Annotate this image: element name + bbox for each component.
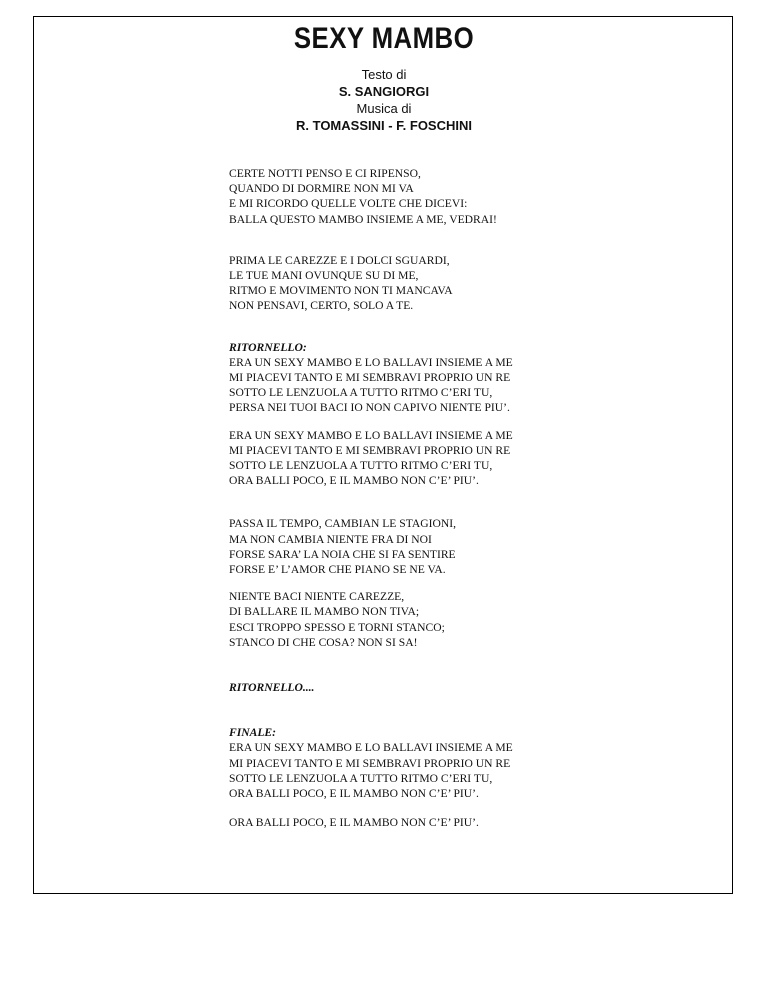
lyric-line: QUANDO DI DORMIRE NON MI VA: [229, 182, 414, 196]
stanza-heading: RITORNELLO....: [229, 681, 315, 695]
stanza: [229, 680, 709, 695]
lyric-line: NIENTE BACI NIENTE CAREZZE,: [229, 590, 405, 604]
lyric-line: NON PENSAVI, CERTO, SOLO A TE.: [229, 299, 414, 313]
stanza: [229, 725, 709, 801]
lyric-line: FORSE E’ L’AMOR CHE PIANO SE NE VA.: [229, 563, 446, 577]
lyric-line: PASSA IL TEMPO, CAMBIAN LE STAGIONI,: [229, 517, 456, 531]
lyric-line: ORA BALLI POCO, E IL MAMBO NON C’E’ PIU’.: [229, 816, 479, 830]
stanza: [229, 340, 709, 416]
lyric-line: ESCI TROPPO SPESSO E TORNI STANCO;: [229, 620, 445, 634]
lyric-line: STANCO DI CHE COSA? NON SI SA!: [229, 635, 418, 649]
song-title: SEXY MAMBO: [293, 22, 475, 55]
music-label: Musica di: [356, 101, 412, 116]
stanza: [229, 166, 709, 227]
lyric-line: BALLA QUESTO MAMBO INSIEME A ME, VEDRAI!: [229, 212, 497, 226]
stanza: [229, 428, 709, 489]
lyric-line: ERA UN SEXY MAMBO E LO BALLAVI INSIEME A ME: [229, 355, 513, 369]
lyric-line: ERA UN SEXY MAMBO E LO BALLAVI INSIEME A ME: [229, 741, 513, 755]
lyric-line: MI PIACEVI TANTO E MI SEMBRAVI PROPRIO UN RE: [229, 756, 511, 770]
lyric-line: E MI RICORDO QUELLE VOLTE CHE DICEVI:: [229, 197, 468, 211]
lyric-line: FORSE SARA’ LA NOIA CHE SI FA SENTIRE: [229, 547, 456, 561]
stanza: [229, 253, 709, 314]
stanza: [229, 815, 709, 830]
lyrics-label: Testo di: [361, 67, 407, 82]
composer-names: R. TOMASSINI - F. FOSCHINI: [296, 118, 472, 133]
lyric-line: PRIMA LE CAREZZE E I DOLCI SGUARDI,: [229, 253, 450, 267]
credits: [0, 66, 768, 134]
lyric-line: ORA BALLI POCO, E IL MAMBO NON C’E’ PIU’.: [229, 787, 479, 801]
lyric-line: LE TUE MANI OVUNQUE SU DI ME,: [229, 269, 419, 283]
lyrics-body: [229, 166, 709, 831]
lyric-line: ERA UN SEXY MAMBO E LO BALLAVI INSIEME A ME: [229, 428, 513, 442]
lyricist-name: S. SANGIORGI: [338, 84, 430, 99]
stanza-heading: FINALE:: [229, 726, 277, 740]
stanza: [229, 516, 709, 577]
lyric-line: MI PIACEVI TANTO E MI SEMBRAVI PROPRIO UN RE: [229, 371, 511, 385]
lyric-line: RITMO E MOVIMENTO NON TI MANCAVA: [229, 284, 453, 298]
lyric-line: ORA BALLI POCO, E IL MAMBO NON C’E’ PIU’.: [229, 474, 479, 488]
lyric-line: SOTTO LE LENZUOLA A TUTTO RITMO C’ERI TU,: [229, 771, 493, 785]
lyric-line: SOTTO LE LENZUOLA A TUTTO RITMO C’ERI TU,: [229, 459, 493, 473]
stanza-heading: RITORNELLO:: [229, 340, 307, 354]
lyric-line: MA NON CAMBIA NIENTE FRA DI NOI: [229, 532, 432, 546]
lyric-line: DI BALLARE IL MAMBO NON TIVA;: [229, 605, 420, 619]
lyric-line: SOTTO LE LENZUOLA A TUTTO RITMO C’ERI TU,: [229, 386, 493, 400]
lyric-line: PERSA NEI TUOI BACI IO NON CAPIVO NIENTE PIU’.: [229, 401, 510, 415]
stanza: [229, 589, 709, 650]
lyric-line: CERTE NOTTI PENSO E CI RIPENSO,: [229, 167, 421, 180]
lyric-line: MI PIACEVI TANTO E MI SEMBRAVI PROPRIO UN RE: [229, 443, 511, 457]
